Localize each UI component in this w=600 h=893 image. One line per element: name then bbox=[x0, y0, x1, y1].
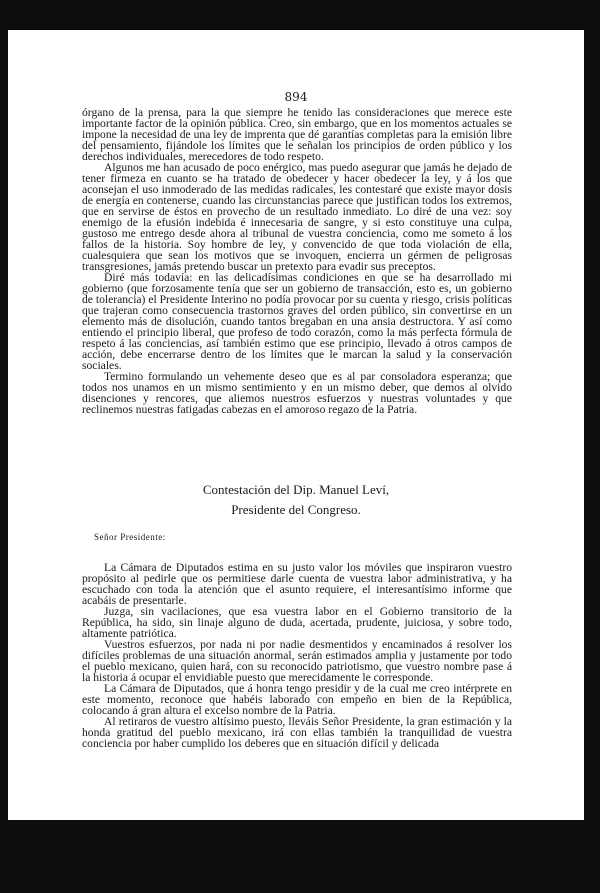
section-subheading: Presidente del Congreso. bbox=[231, 502, 361, 517]
bottom-text-block bbox=[82, 562, 512, 749]
section-heading: Contestación del Dip. Manuel Leví, bbox=[202, 482, 390, 497]
salutation: Señor Presidente: bbox=[94, 532, 166, 542]
paragraph: La Cámara de Diputados, que á honra tengo presidir y de la cual me creo intérprete en este momento, reconoce que habéis laborado con empeño en bien de la República, colocando á gran altura el excelso nombre de la Patria. bbox=[82, 682, 512, 717]
paragraph: Termino formulando un vehemente deseo que es al par consoladora esperanza; que todos nos unamos en un mismo sentimiento y en un mismo deber, que demos al olvido disenciones y rencores, que aliemos nuestros esfuerzos y nuestras voluntades y que reclinemos nuestras fatigadas cabezas en el amoroso regazo de la Patria. bbox=[82, 370, 512, 416]
document-page bbox=[8, 30, 584, 820]
paragraph: Vuestros esfuerzos, por nada ni por nadie desmentidos y encaminados á resolver los difíciles problemas de una situación anormal, serán estimados amplia y justamente por todo el pueblo mexicano, quien hará, con su reconocido patriotismo, que vuestro nombre pase á la historia á ocupar el envidiable puesto que merecidamente le corresponde. bbox=[82, 638, 512, 684]
top-text-block bbox=[82, 107, 512, 415]
page-number: 894 bbox=[284, 90, 308, 104]
paragraph: Al retiraros de vuestro altísimo puesto, lleváis Señor Presidente, la gran estimación y la honda gratitud del pueblo mexicano, irá con ellas también la tranquilidad de vuestra conciencia por haber cumplido los deberes que en situación difícil y delicada bbox=[82, 715, 512, 750]
paragraph: La Cámara de Diputados estima en su justo valor los móviles que inspiraron vuestro propósito al pedirle que os permitiese darle cuenta de vuestra labor administrativa, y ha escuchado con toda la atención que el asunto requiere, el interesantísimo informe que acabáis de presentarle. bbox=[82, 561, 512, 607]
paragraph: Diré más todavía: en las delicadísimas condiciones en que se ha desarrollado mi gobierno (que forzosamente tenía que ser un gobierno de transacción, esto es, un gobierno de tolerancia) el Presidente Interino no podía provocar por su cuenta y riesgo, crisis políticas que trajeran como consecuencia trastornos graves del orden público, sin convertirse en un elemento más de disolución, cuando tantos bregaban en una ansia destructora. Y así como entiendo el principio liberal, que profeso de todo corazón, como la más perfecta fórmula de respeto á las conciencias, así también estimo que ese principio, llevado á otros campos de acción, debe encerrarse dentro de los límites que le marcan la salud y la conservación sociales. bbox=[82, 271, 512, 372]
paragraph: Juzga, sin vacilaciones, que esa vuestra labor en el Gobierno transitorio de la República, ha sido, sin linaje alguno de duda, acertada, prudente, juiciosa, y sobre todo, altamente patriótica. bbox=[82, 605, 512, 640]
paragraph-continuation: órgano de la prensa, para la que siempre he tenido las consideraciones que merece este importante factor de la opinión pública. Creo, sin embargo, que en los momentos actuales se impone la necesidad de una ley de imprenta que dé garantías completas para la emisión libre del pensamiento, fijándole los límites que le señalan los principios de orden público y los derechos individuales, merecedores de todo respeto. bbox=[82, 106, 512, 163]
paragraph: Algunos me han acusado de poco enérgico, mas puedo asegurar que jamás he dejado de tener firmeza en cuanto se ha tratado de obedecer y hacer obedecer la ley, y á los que aconsejan el uso inmoderado de las medidas radicales, les contestaré que existe mayor dosis de energía en contenerse, cuando las circunstancias parece que justifican todos los extremos, que en servirse de éstos en provecho de un resultado inmediato. Lo diré de una vez: soy enemigo de la efusión indebida é innecesaria de sangre, y si esto constituye una culpa, gustoso me entrego desde ahora al tribunal de vuestra conciencia, como me someto á los fallos de la historia. Soy hombre de ley, y convencido de que toda violación de ella, cualesquiera que sean los motivos que se invoquen, encierra un gérmen de peligrosas transgresiones, jamás pretendo buscar un pretexto para evadir sus preceptos. bbox=[82, 161, 512, 273]
